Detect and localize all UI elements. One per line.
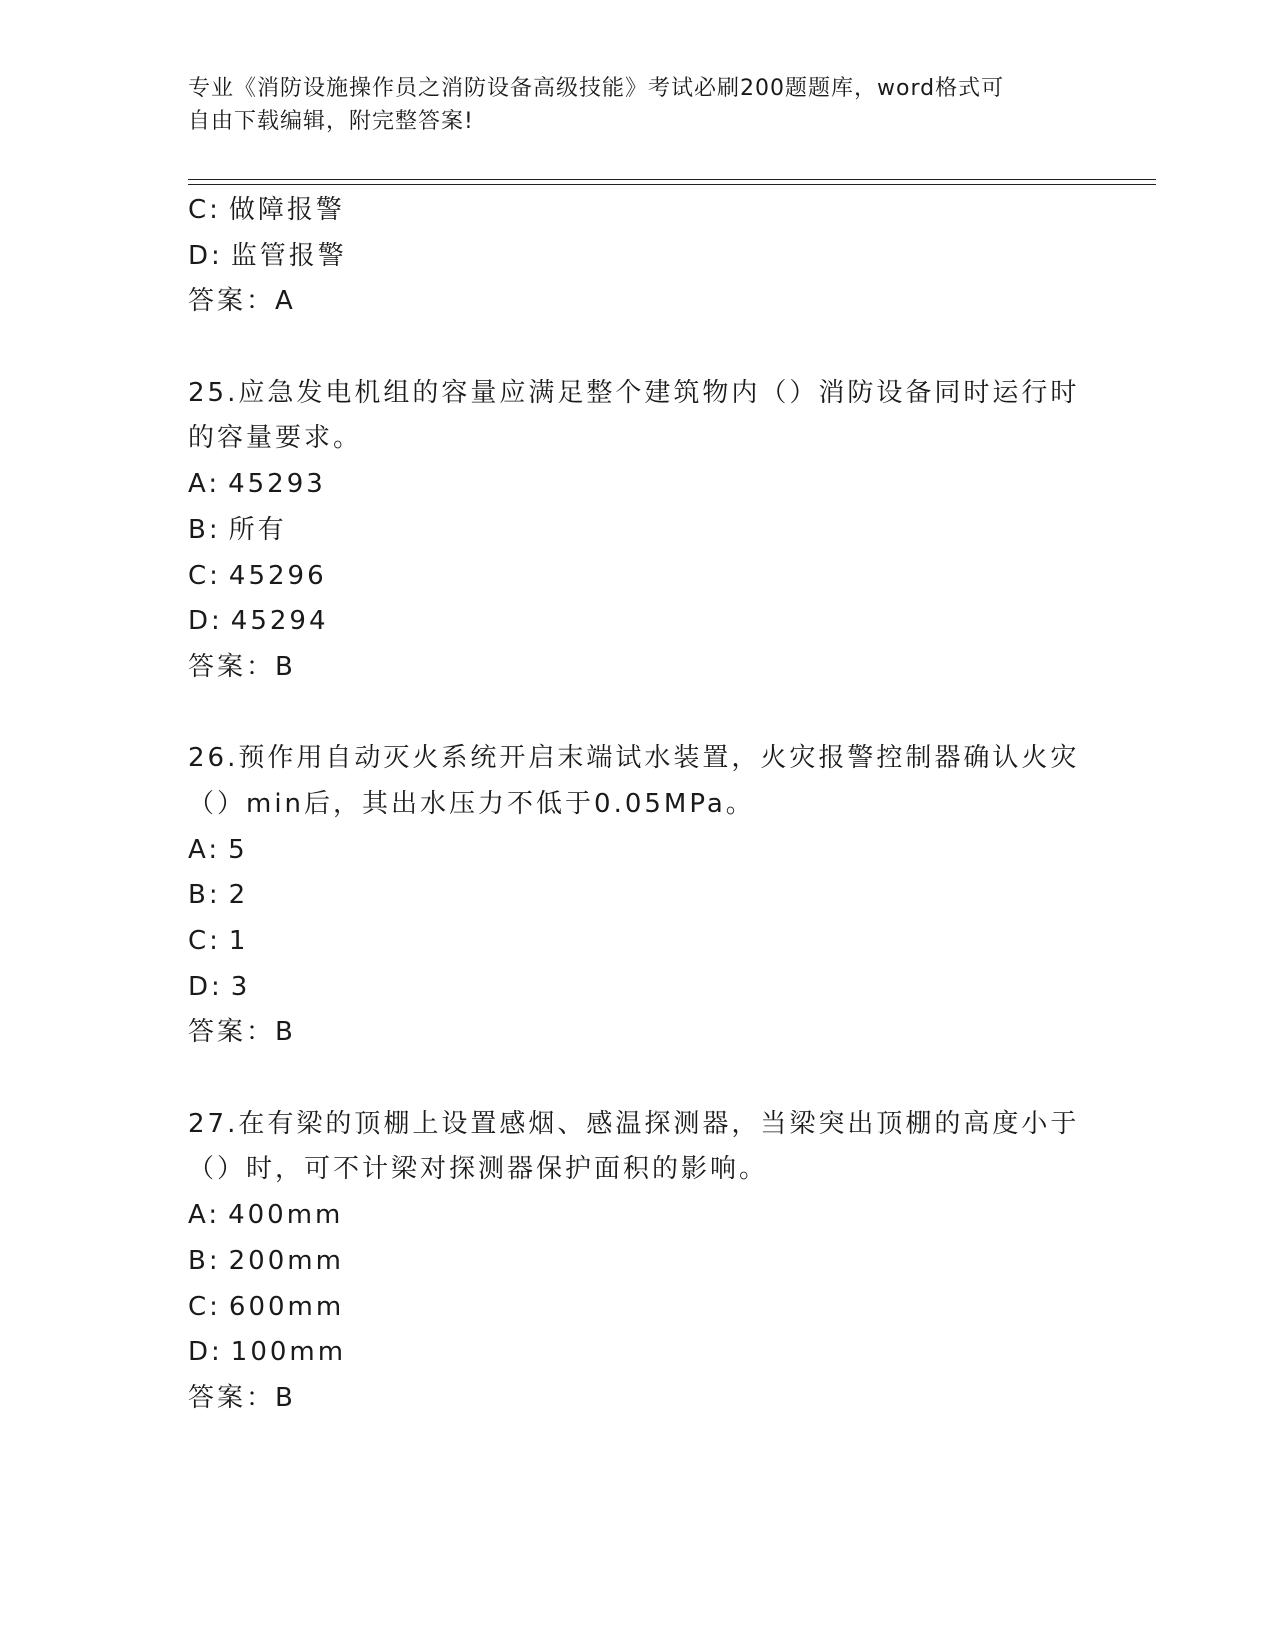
- option-letter: C:: [188, 195, 221, 225]
- question-stem: 26.预作用自动灭火系统开启末端试水装置，火灾报警控制器确认火灾: [188, 743, 1080, 774]
- option-line: [188, 873, 1088, 919]
- option-line: [188, 965, 1088, 1011]
- question-stem: 27.在有梁的顶棚上设置感烟、感温探测器，当梁突出顶棚的高度小于: [188, 1108, 1080, 1139]
- option-letter: D:: [188, 240, 223, 271]
- option-letter: B:: [188, 880, 221, 911]
- option-line: [188, 234, 1088, 280]
- option-letter: A:: [188, 469, 221, 500]
- option-line: [188, 554, 1088, 600]
- option-letter: C:: [188, 926, 221, 956]
- previous-question-block: [188, 188, 1088, 325]
- answer-line: 答案：B: [188, 1017, 296, 1048]
- document-body: [188, 188, 1088, 1422]
- option-letter: C:: [188, 560, 221, 591]
- option-letter: A:: [188, 834, 221, 865]
- option-text: 400mm: [228, 1200, 344, 1231]
- option-text: 所有: [228, 514, 287, 545]
- answer-line: 答案：A: [188, 286, 296, 317]
- option-line: [188, 919, 1088, 965]
- option-text: 45296: [228, 560, 327, 591]
- option-letter: D:: [188, 606, 223, 637]
- option-line: [188, 462, 1088, 508]
- question-stem-continued: 的容量要求。: [188, 423, 363, 454]
- option-text: 监管报警: [230, 240, 347, 271]
- option-line: [188, 1285, 1088, 1331]
- option-line: [188, 1239, 1088, 1285]
- option-text: 200mm: [228, 1245, 344, 1276]
- question-block-25: [188, 371, 1088, 691]
- option-text: 600mm: [228, 1291, 345, 1322]
- option-letter: A:: [188, 1200, 221, 1231]
- question-stem: 25.应急发电机组的容量应满足整个建筑物内（）消防设备同时运行时: [188, 377, 1080, 408]
- option-line: [188, 508, 1088, 554]
- option-text: 45293: [228, 469, 326, 500]
- option-text: 做障报警: [228, 195, 345, 225]
- option-letter: B:: [188, 514, 221, 545]
- header-line-2: 自由下载编辑，附完整答案!: [188, 109, 474, 134]
- page-header: [188, 72, 1068, 138]
- option-text: 45294: [230, 606, 329, 637]
- header-rule-bottom: [188, 184, 1156, 185]
- option-text: 3: [230, 971, 251, 1002]
- option-text: 100mm: [230, 1337, 347, 1368]
- option-letter: C:: [188, 1291, 221, 1322]
- option-text: 5: [228, 834, 248, 865]
- header-rule-top: [188, 179, 1156, 180]
- option-letter: B:: [188, 1245, 221, 1276]
- option-line: [188, 828, 1088, 874]
- option-letter: D:: [188, 971, 223, 1002]
- option-text: 1: [228, 926, 249, 956]
- answer-line: 答案：B: [188, 651, 296, 682]
- option-letter: D:: [188, 1337, 223, 1368]
- option-line: [188, 188, 1088, 234]
- option-line: [188, 599, 1088, 645]
- answer-line: 答案：B: [188, 1382, 296, 1413]
- question-block-27: [188, 1102, 1088, 1422]
- question-stem-continued: （）min后，其出水压力不低于0.05MPa。: [188, 788, 755, 819]
- option-line: [188, 1330, 1088, 1376]
- option-line: [188, 1193, 1088, 1239]
- question-stem-continued: （）时，可不计梁对探测器保护面积的影响。: [188, 1154, 769, 1185]
- question-block-26: [188, 736, 1088, 1056]
- header-line-1: 专业《消防设施操作员之消防设备高级技能》考试必刷200题题库，word格式可: [188, 76, 1005, 101]
- option-text: 2: [228, 880, 249, 911]
